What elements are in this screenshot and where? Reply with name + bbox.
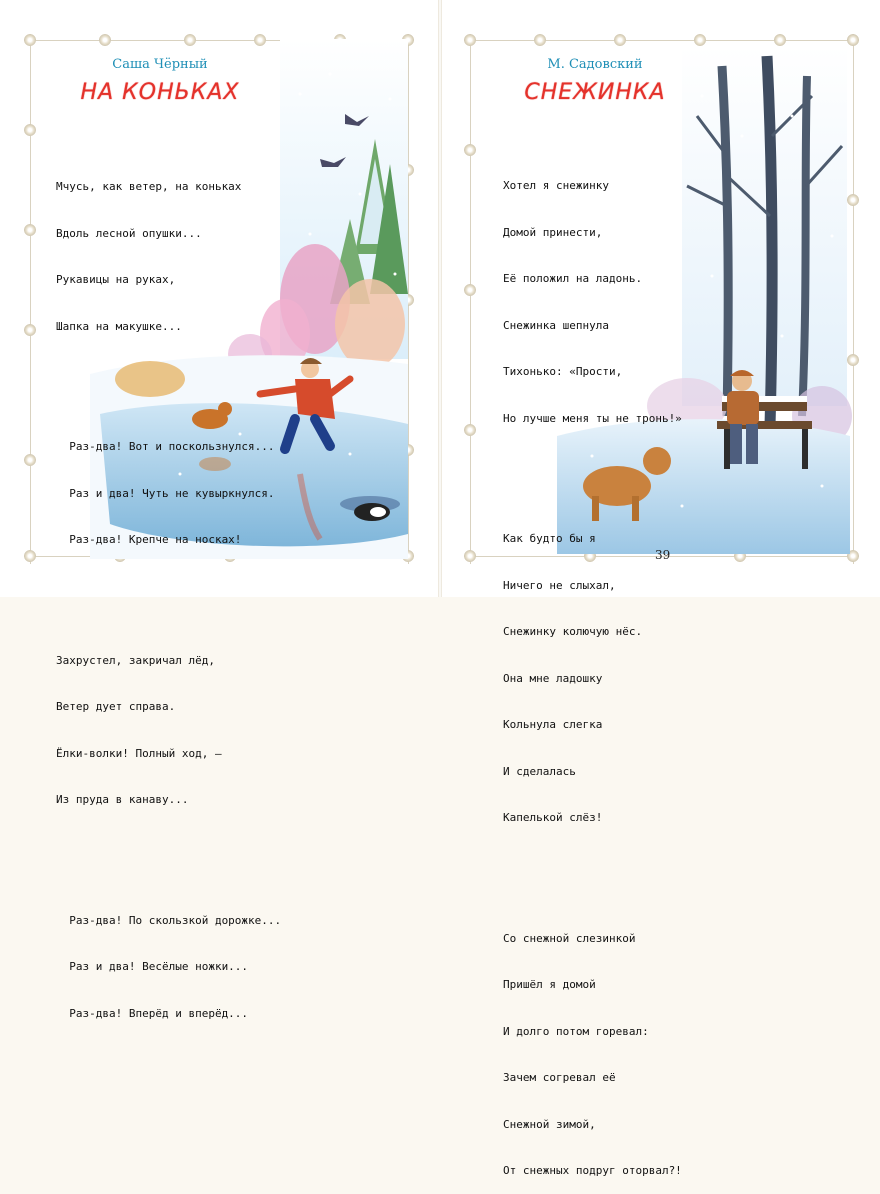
poem-line: Со снежной слезинкой — [503, 931, 682, 947]
poem-line: Зачем согревал её — [503, 1070, 682, 1086]
left-author: Саша Чёрный — [60, 57, 260, 72]
page-number: 39 — [655, 548, 670, 562]
right-poem — [503, 116, 682, 1194]
left-stanza — [56, 622, 281, 839]
poem-line: И сделалась — [503, 764, 682, 780]
poem-line: Раз и два! Чуть не кувыркнулся. — [56, 486, 281, 502]
left-stanza — [56, 408, 281, 579]
poem-line: Пришёл я домой — [503, 977, 682, 993]
poem-line: Раз и два! Весёлые ножки... — [56, 959, 281, 975]
poem-line: Кольнула слегка — [503, 717, 682, 733]
poem-line: Рукавицы на руках, — [56, 272, 281, 288]
poem-line: Домой принести, — [503, 225, 682, 241]
left-page — [0, 0, 440, 597]
poem-line: Вдоль лесной опушки... — [56, 226, 281, 242]
poem-line: Она мне ладошку — [503, 671, 682, 687]
right-frame-left — [470, 34, 471, 564]
poem-line: Ёлки-волки! Полный ход, – — [56, 746, 281, 762]
poem-line: Мчусь, как ветер, на коньках — [56, 179, 281, 195]
right-page — [440, 0, 880, 597]
poem-line: Раз-два! Вот и поскользнулся... — [56, 439, 281, 455]
poem-line: Ничего не слыхал, — [503, 578, 682, 594]
right-stanza — [503, 900, 682, 1194]
right-frame-right — [853, 34, 854, 564]
right-author: М. Садовский — [495, 57, 695, 72]
left-stanza — [56, 148, 281, 365]
poem-line: Захрустел, закричал лёд, — [56, 653, 281, 669]
book-gutter — [438, 0, 442, 597]
right-stanza — [503, 147, 682, 457]
poem-line: Снежной зимой, — [503, 1117, 682, 1133]
right-title: СНЕЖИНКА — [495, 80, 695, 105]
poem-line: Из пруда в канаву... — [56, 792, 281, 808]
poem-line: Снежинка шепнула — [503, 318, 682, 334]
poem-line: Раз-два! По скользкой дорожке... — [56, 913, 281, 929]
poem-line: Ветер дует справа. — [56, 699, 281, 715]
poem-line: Раз-два! Вперёд и вперёд... — [56, 1006, 281, 1022]
left-poem — [56, 117, 281, 1095]
poem-line: Капелькой слёз! — [503, 810, 682, 826]
poem-line: Раз-два! Крепче на носках! — [56, 532, 281, 548]
left-title: НА КОНЬКАХ — [60, 80, 260, 105]
poem-line: От снежных подруг оторвал?! — [503, 1163, 682, 1179]
left-stanza — [56, 882, 281, 1053]
poem-line: Хотел я снежинку — [503, 178, 682, 194]
poem-line: Но лучше меня ты не тронь!» — [503, 411, 682, 427]
poem-line: Как будто бы я — [503, 531, 682, 547]
poem-line: Снежинку колючую нёс. — [503, 624, 682, 640]
poem-line: И долго потом горевал: — [503, 1024, 682, 1040]
poem-line: Её положил на ладонь. — [503, 271, 682, 287]
poem-line: Шапка на макушке... — [56, 319, 281, 335]
poem-line: Тихонько: «Прости, — [503, 364, 682, 380]
